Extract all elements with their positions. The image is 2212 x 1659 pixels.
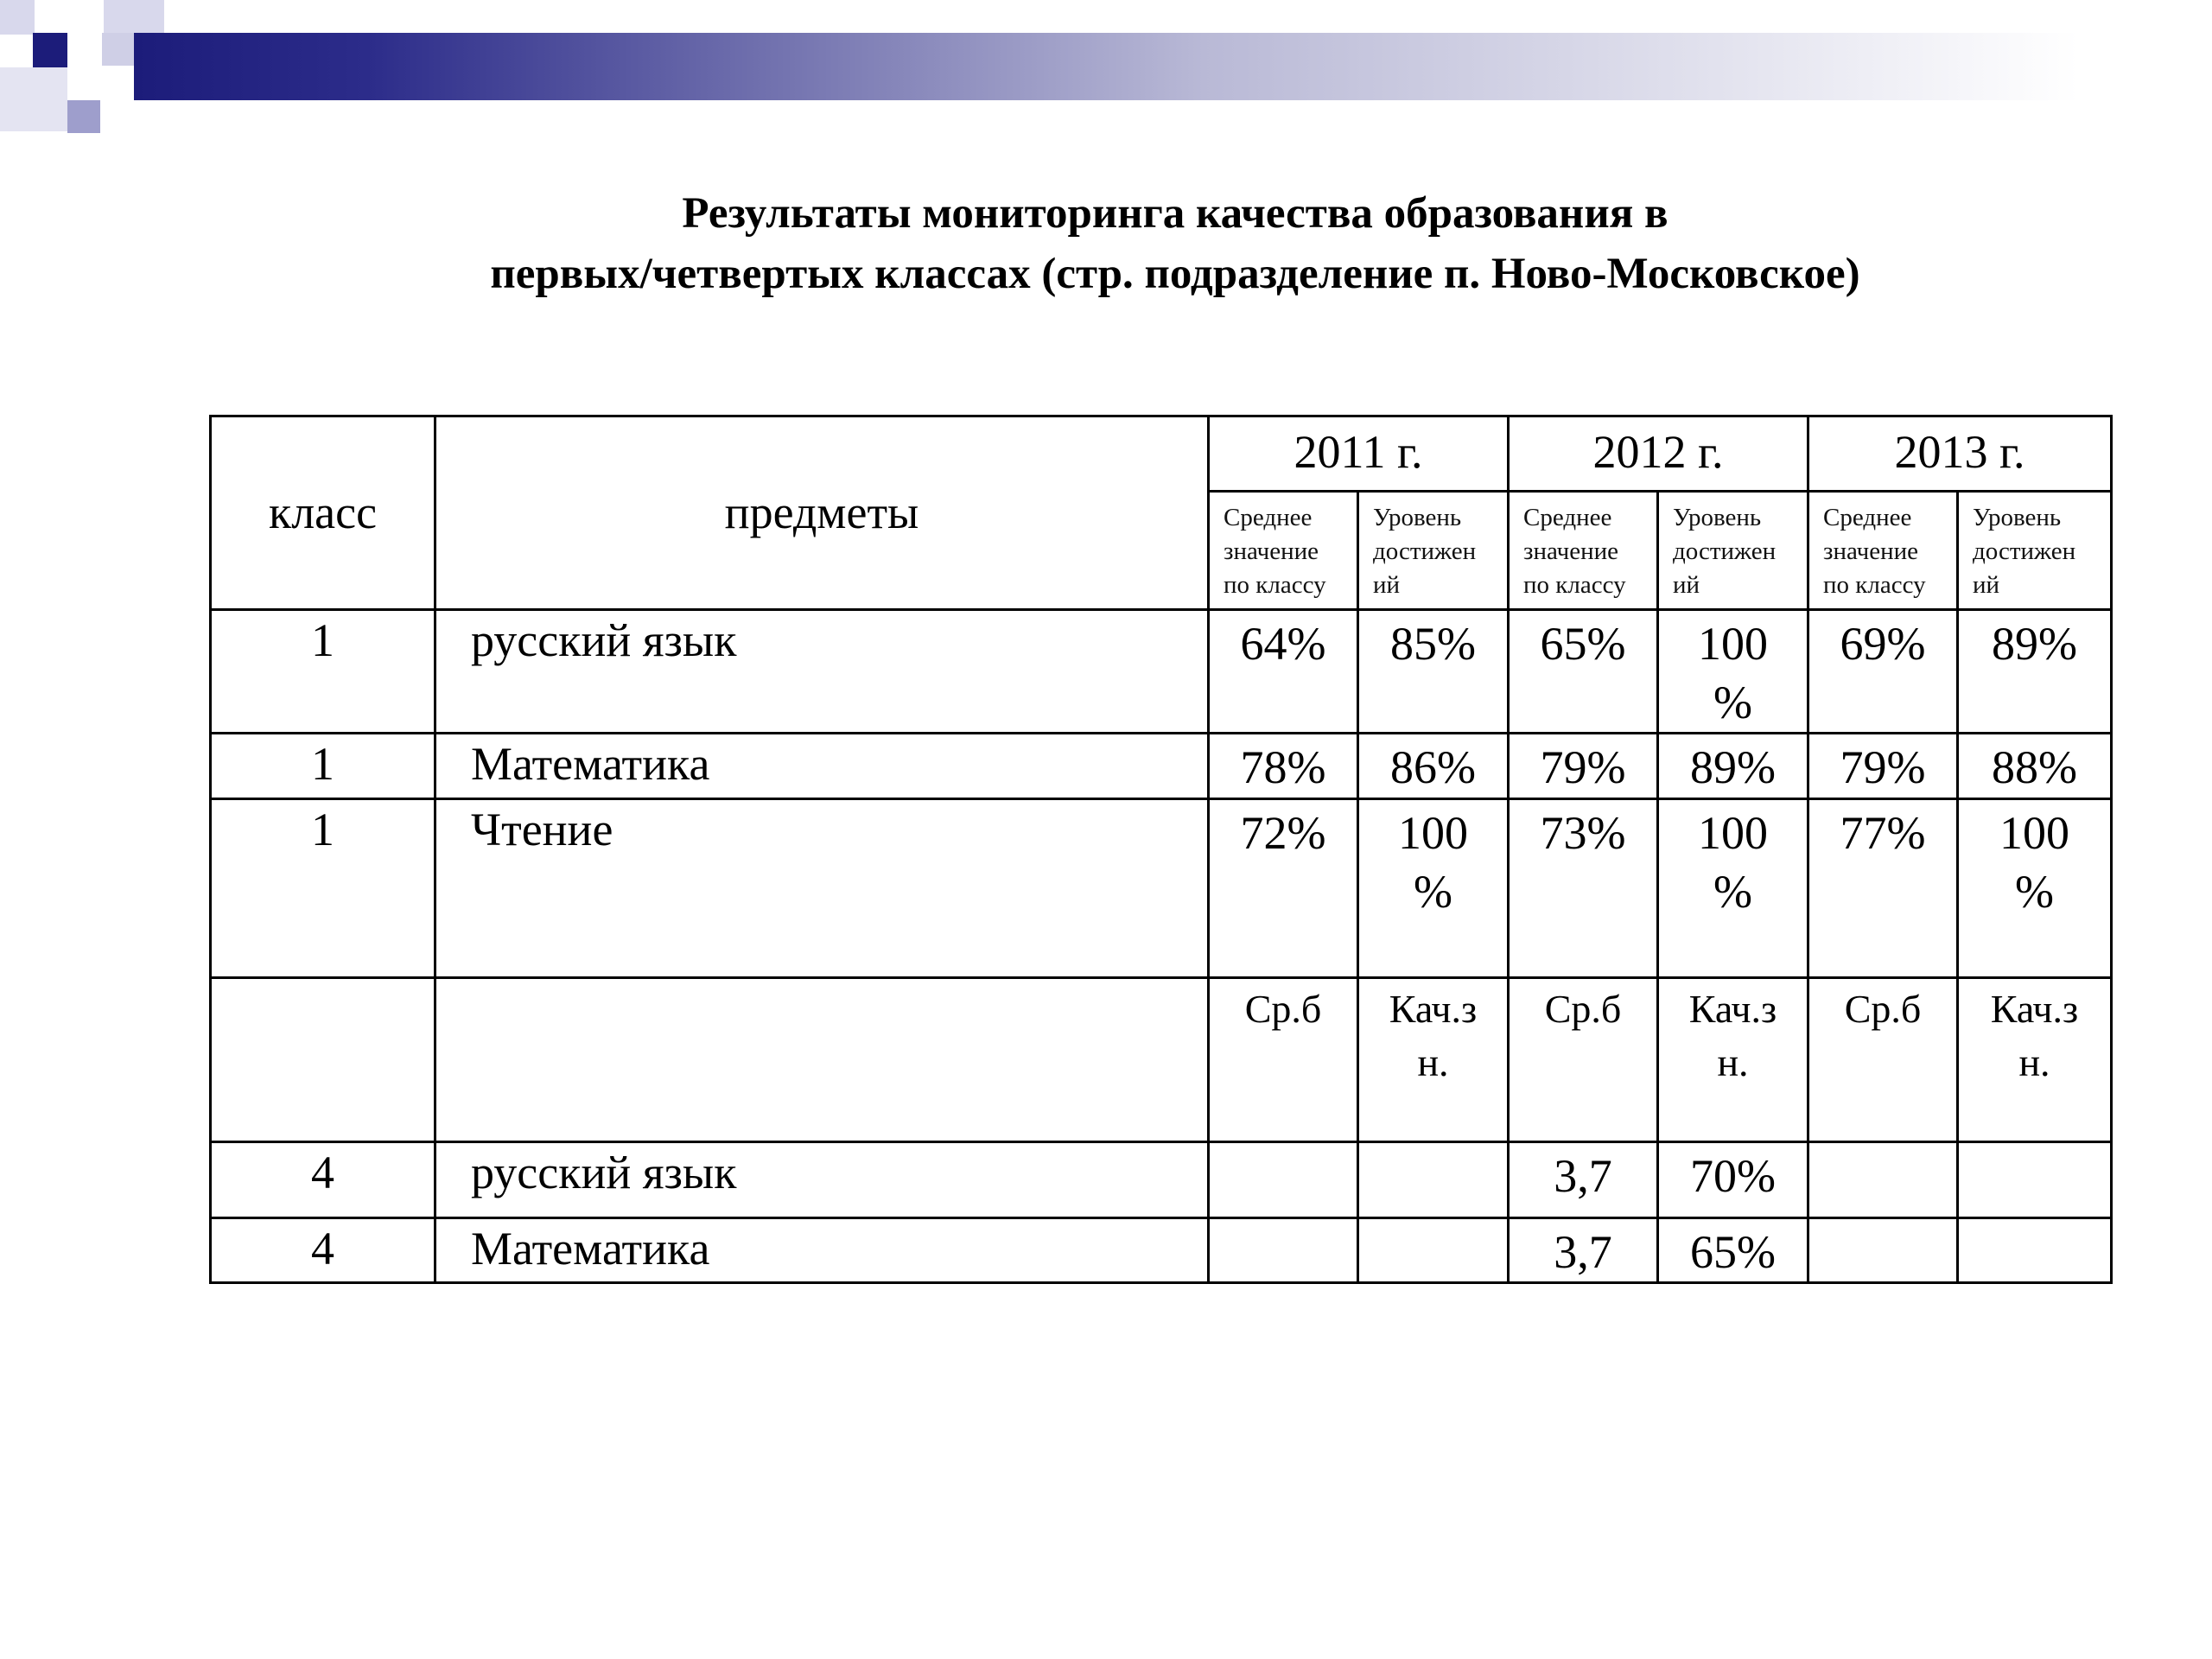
title-line-2: первых/четвертых классах (стр. подразделение п. Ново-Московское) bbox=[490, 250, 1860, 298]
cell-subject: русский язык bbox=[435, 1142, 1209, 1218]
cell-class bbox=[211, 978, 435, 1142]
cell-subject: русский язык bbox=[435, 610, 1209, 734]
decor-square bbox=[67, 100, 100, 133]
subheader-level: Уровень достижен ий bbox=[1958, 492, 2112, 610]
cell-value: 86% bbox=[1358, 734, 1509, 799]
subheader-level: Уровень достижен ий bbox=[1658, 492, 1808, 610]
subheader-avg: Среднее значение по классу bbox=[1808, 492, 1958, 610]
cell-subject: Математика bbox=[435, 1218, 1209, 1283]
cell-class: 1 bbox=[211, 734, 435, 799]
cell-value: 78% bbox=[1209, 734, 1358, 799]
cell-value: 100 % bbox=[1658, 610, 1808, 734]
cell-value: 73% bbox=[1509, 799, 1658, 978]
cell-label: Ср.б bbox=[1209, 978, 1358, 1142]
results-table bbox=[209, 415, 2113, 1284]
decor-square bbox=[33, 33, 67, 67]
header-class-label: класс bbox=[268, 486, 378, 538]
table-row bbox=[211, 978, 2112, 1142]
cell-value bbox=[1958, 1218, 2112, 1283]
cell-value: 72% bbox=[1209, 799, 1358, 978]
cell-value bbox=[1209, 1142, 1358, 1218]
subheader-avg: Среднее значение по классу bbox=[1509, 492, 1658, 610]
cell-subject bbox=[435, 978, 1209, 1142]
header-subjects-label: предметы bbox=[724, 486, 919, 538]
cell-value: 89% bbox=[1658, 734, 1808, 799]
cell-value: 70% bbox=[1658, 1142, 1808, 1218]
cell-value: 89% bbox=[1958, 610, 2112, 734]
header-class bbox=[211, 416, 435, 610]
table-row bbox=[211, 1218, 2112, 1283]
cell-label: Кач.з н. bbox=[1958, 978, 2112, 1142]
subheader-avg: Среднее значение по классу bbox=[1209, 492, 1358, 610]
cell-value bbox=[1358, 1142, 1509, 1218]
page-title bbox=[0, 183, 2212, 304]
table-header-row bbox=[211, 416, 2112, 492]
cell-label: Кач.з н. bbox=[1658, 978, 1808, 1142]
header-year-2011: 2011 г. bbox=[1209, 416, 1509, 492]
cell-value: 79% bbox=[1509, 734, 1658, 799]
cell-value: 100 % bbox=[1958, 799, 2112, 978]
decor-square bbox=[0, 0, 35, 35]
table-row bbox=[211, 610, 2112, 734]
header-year-2012: 2012 г. bbox=[1509, 416, 1808, 492]
cell-value: 3,7 bbox=[1509, 1142, 1658, 1218]
header-gradient-band bbox=[134, 33, 2078, 100]
cell-class: 4 bbox=[211, 1218, 435, 1283]
decor-square bbox=[104, 0, 164, 33]
cell-class: 1 bbox=[211, 610, 435, 734]
cell-value: 77% bbox=[1808, 799, 1958, 978]
cell-value bbox=[1358, 1218, 1509, 1283]
table-row bbox=[211, 734, 2112, 799]
cell-subject: Чтение bbox=[435, 799, 1209, 978]
decor-square bbox=[0, 67, 67, 131]
cell-subject: Математика bbox=[435, 734, 1209, 799]
cell-value: 100 % bbox=[1658, 799, 1808, 978]
cell-value: 100 % bbox=[1358, 799, 1509, 978]
decor-square bbox=[102, 33, 135, 66]
cell-class: 1 bbox=[211, 799, 435, 978]
cell-value: 3,7 bbox=[1509, 1218, 1658, 1283]
cell-value: 64% bbox=[1209, 610, 1358, 734]
cell-label: Ср.б bbox=[1808, 978, 1958, 1142]
cell-value bbox=[1808, 1142, 1958, 1218]
cell-value bbox=[1209, 1218, 1358, 1283]
cell-class: 4 bbox=[211, 1142, 435, 1218]
table-row bbox=[211, 1142, 2112, 1218]
cell-value: 65% bbox=[1658, 1218, 1808, 1283]
cell-label: Кач.з н. bbox=[1358, 978, 1509, 1142]
table-row bbox=[211, 799, 2112, 978]
cell-value: 79% bbox=[1808, 734, 1958, 799]
header-year-2013: 2013 г. bbox=[1808, 416, 2112, 492]
cell-value bbox=[1808, 1218, 1958, 1283]
cell-value: 65% bbox=[1509, 610, 1658, 734]
header-subjects bbox=[435, 416, 1209, 610]
cell-value: 88% bbox=[1958, 734, 2112, 799]
title-line-1: Результаты мониторинга качества образования в bbox=[682, 189, 1669, 238]
subheader-level: Уровень достижен ий bbox=[1358, 492, 1509, 610]
cell-value: 85% bbox=[1358, 610, 1509, 734]
cell-value bbox=[1958, 1142, 2112, 1218]
cell-value: 69% bbox=[1808, 610, 1958, 734]
cell-label: Ср.б bbox=[1509, 978, 1658, 1142]
